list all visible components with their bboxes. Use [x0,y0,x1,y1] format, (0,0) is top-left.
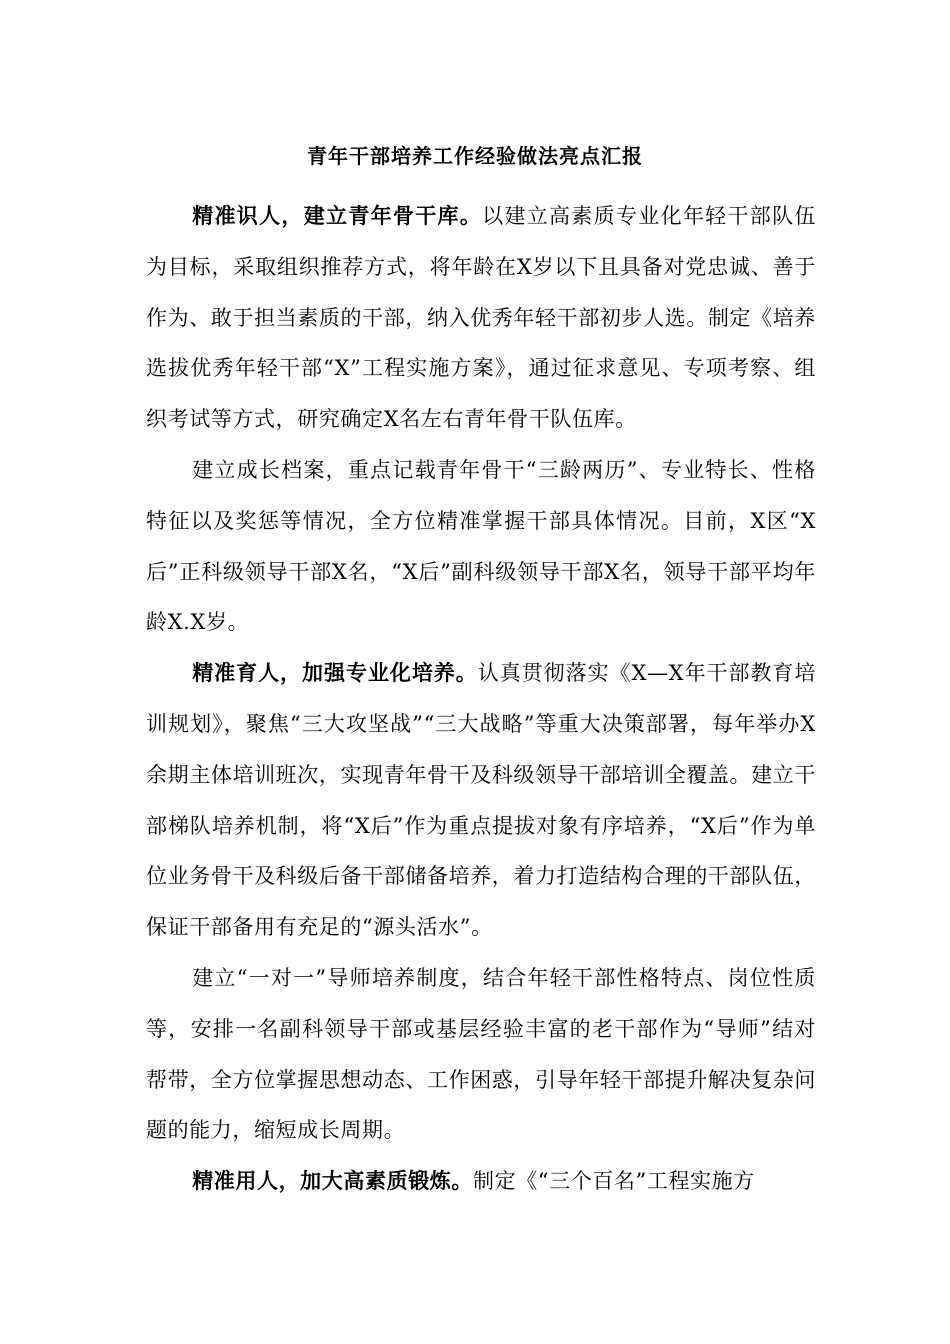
paragraph-text: 建立成长档案，重点记载青年骨干“三龄两历”、专业特长、性格特征以及奖惩等情况，全方位精准掌握干部具体情况。目前，X区“X后”正科级领导干部X名，“X后”副科级领导干部X名，领导干部平均年龄X.X岁。 [146,457,816,635]
paragraph-text: 制定《“三个百名”工程实施方 [473,1169,755,1194]
paragraph-employ-people [146,1156,816,1207]
paragraph-growth-archive [146,445,816,648]
paragraph-text: 以建立高素质专业化年轻干部队伍为目标，采取组织推荐方式，将年龄在X岁以下且具备对党忠诚、善于作为、敢于担当素质的干部，纳入优秀年轻干部初步人选。制定《培养选拔优秀年轻干部“X”工程实施方案》，通过征求意见、专项考察、组织考试等方式，研究确定X名左右青年骨干队伍库。 [146,204,816,432]
paragraph-lead: 精准识人，建立青年骨干库。 [192,203,483,228]
paragraph-lead: 精准用人，加大高素质锻炼。 [192,1168,473,1194]
paragraph-mentor-system [146,953,816,1156]
paragraph-text: 建立“一对一”导师培养制度，结合年轻干部性格特点、岗位性质等，安排一名副科领导干部或基层经验丰富的老干部作为“导师”结对帮带，全方位掌握思想动态、工作困惑，引导年轻干部提升解决复杂问题的能力，缩短成长周期。 [146,965,816,1143]
paragraph-cultivate-people [146,648,816,953]
paragraph-identify-people [146,191,816,445]
paragraph-lead: 精准育人，加强专业化培养。 [192,660,478,686]
paragraph-text: 认真贯彻落实《X—X年干部教育培训规划》，聚焦“三大攻坚战”“三大战略”等重大决策部署，每年举办X余期主体培训班次，实现青年骨干及科级领导干部培训全覆盖。建立干部梯队培养机制，将“X后”作为重点提拔对象有序培养，“X后”作为单位业务骨干及科级后备干部储备培养，着力打造结构合理的干部队伍，保证干部备用有充足的“源头活水”。 [146,661,816,940]
document-body [146,191,816,1207]
document-title: 青年干部培养工作经验做法亮点汇报 [307,144,643,168]
